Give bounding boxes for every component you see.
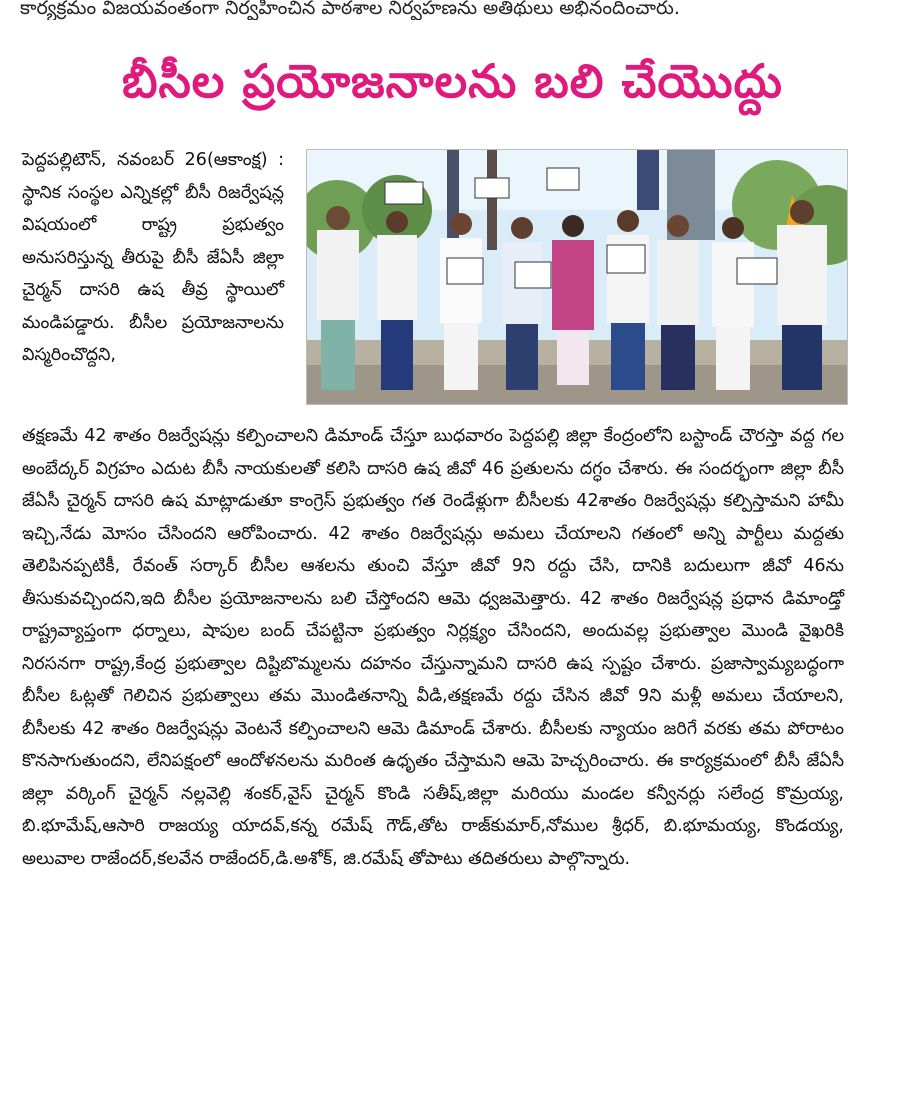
protest-photo	[306, 149, 848, 405]
article-body	[22, 420, 844, 875]
previous-article-tail: కార్యక్రమం విజయవంతంగా నిర్వహించిన పాఠశాల నిర్వహణను అతిథులు అభినందించారు.	[20, 0, 680, 19]
article-headline: బీసీల ప్రయోజనాలను బలి చేయొద్దు	[122, 54, 783, 108]
article-dateline: పెద్దపల్లిటౌన్, నవంబర్ 26(ఆకాంక్ష) :	[22, 150, 284, 170]
article-lead-text: స్థానిక సంస్థల ఎన్నికల్లో బీసీ రిజర్వేషన్ల విషయంలో రాష్ట్ర ప్రభుత్వం అనుసరిస్తున్న తీరుపై బీసీ జేఏసీ జిల్లా చైర్మన్ దాసరి ఉష తీవ్ర స్థాయిలో మండిపడ్డారు. బీసీల ప్రయోజనాలను విస్మరించొద్దని,	[22, 182, 284, 365]
article-body-paragraph: తక్షణమే 42 శాతం రిజర్వేషన్లు కల్పించాలని డిమాండ్ చేస్తూ బుధవారం పెద్దపల్లి జిల్లా కేంద్రంలోని బస్టాండ్ చౌరస్తా వద్ద గల అంబేద్కర్ విగ్రహం ఎదుట బీసీ నాయకులతో కలిసి దాసరి ఉష జీవో 46 ప్రతులను దగ్ధం చేశారు. ఈ సందర్భంగా జిల్లా బీసీ జేఏసీ చైర్మన్ దాసరి ఉష మాట్లాడుతూ కాంగ్రెస్ ప్రభుత్వం గత రెండేళ్లుగా బీసీలకు 42శాతం రిజర్వేషన్లు కల్పిస్తామని హామీ ఇచ్చి,నేడు మోసం చేసిందని ఆరోపించారు. 42 శాతం రిజర్వేషన్లు అమలు చేయాలని గతంలో అన్ని పార్టీలు మద్దతు తెలిపినప్పటికీ, రేవంత్ సర్కార్ బీసీల ఆశలను తుంచి వేస్తూ జీవో 9ని రద్దు చేసి, దానికి బదులుగా జీవో 46ను తీసుకువచ్చిందని,ఇది బీసీల ప్రయోజనాలను బలి చేస్తోందని ఆమె ధ్వజమెత్తారు. 42 శాతం రిజర్వేషన్ల ప్రధాన డిమాండ్తో రాష్ట్రవ్యాప్తంగా ధర్నాలు, షాపుల బంద్ చేపట్టినా ప్రభుత్వం నిర్లక్ష్యం చేసిందని, అందువల్ల ప్రభుత్వాల మొండి వైఖరికి నిరసనగా రాష్ట్ర,కేంద్ర ప్రభుత్వాల దిష్టిబొమ్మలను దహనం చేస్తున్నామని దాసరి ఉష స్పష్టం చేశారు. ప్రజాస్వామ్యబద్ధంగా బీసీల ఓట్లతో గెలిచిన ప్రభుత్వాలు తమ మొండితనాన్ని వీడి,తక్షణమే రద్దు చేసిన జీవో 9ని మళ్లీ అమలు చేయాలని, బీసీలకు 42 శాతం రిజర్వేషన్లు వెంటనే కల్పించాలని ఆమె డిమాండ్ చేశారు. బీసీలకు న్యాయం జరిగే వరకు తమ పోరాటం కొనసాగుతుందని, లేనిపక్షంలో ఆందోళనలను మరింత ఉధృతం చేస్తామని ఆమె హెచ్చరించారు. ఈ కార్యక్రమంలో బీసీ జేఏసీ జిల్లా వర్కింగ్ చైర్మన్ నల్లవెల్లి శంకర్,వైస్ చైర్మన్ కొండి సతీష్,జిల్లా మరియు మండల కన్వీనర్లు సలేంద్ర కొమ్రయ్య, బి.భూమేష్,ఆసారి రాజయ్య యాదవ్,కన్న రమేష్ గౌడ్,తోట రాజ్‌కుమార్,నోముల శ్రీధర్, బి.భూమయ్య, కొండయ్య, అలువాల రాజేందర్,కలవేన రాజేందర్,డి.అశోక్, జి.రమేష్ తోపాటు తదితరులు పాల్గొన్నారు.	[22, 426, 844, 869]
article-lead-column	[22, 144, 284, 372]
